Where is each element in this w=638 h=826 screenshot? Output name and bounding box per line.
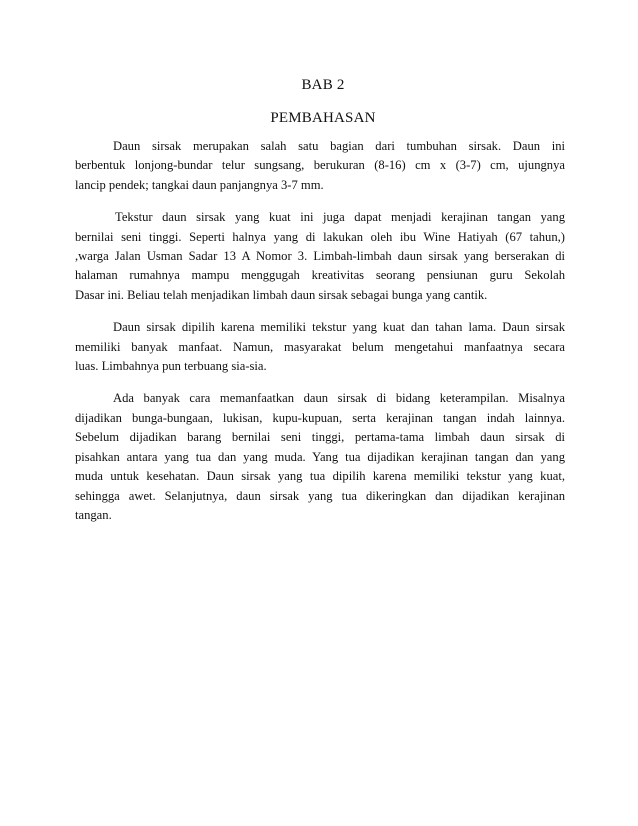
paragraph-line: luas. Limbahnya pun terbuang sia-sia. <box>75 359 267 374</box>
paragraph-line: Tekstur daun sirsak yang kuat ini juga dapat menjadi kerajinan tangan yang <box>115 210 565 225</box>
paragraph-line: bernilai seni tinggi. Seperti halnya yang di lakukan oleh ibu Wine Hatiyah (67 tahun,) <box>75 229 565 244</box>
paragraph-line: Ada banyak cara memanfaatkan daun sirsak di bidang keterampilan. Misalnya <box>113 391 565 406</box>
paragraph-line: Dasar ini. Beliau telah menjadikan limbah daun sirsak sebagai bunga yang cantik. <box>75 287 488 302</box>
chapter-title: PEMBAHASAN <box>270 110 376 126</box>
paragraph-line: lancip pendek; tangkai daun panjangnya 3-7 mm. <box>75 177 324 192</box>
paragraph-line: berbentuk lonjong-bundar telur sungsang, berukuran (8-16) cm x (3-7) cm, ujungnya <box>75 158 565 173</box>
paragraph-2 <box>75 208 565 305</box>
chapter-number: BAB 2 <box>301 77 345 93</box>
paragraph-line: Daun sirsak merupakan salah satu bagian dari tumbuhan sirsak. Daun ini <box>113 139 565 153</box>
paragraph-line: muda untuk kesehatan. Daun sirsak yang tua dipilih karena memiliki tekstur yang kuat, <box>75 469 565 484</box>
paragraph-line: Daun sirsak dipilih karena memiliki tekstur yang kuat dan tahan lama. Daun sirsak <box>113 320 565 335</box>
paragraph-line: tangan. <box>75 507 112 522</box>
paragraph-line: Sebelum dijadikan barang bernilai seni tinggi, pertama-tama limbah daun sirsak di <box>75 430 565 445</box>
paragraph-4 <box>75 389 565 525</box>
paragraph-3 <box>75 318 565 376</box>
paragraph-line: halaman rumahnya mampu menggugah kreativitas seorang pensiunan guru Sekolah <box>75 268 565 283</box>
paragraph-line: sehingga awet. Selanjutnya, daun sirsak yang tua dikeringkan dan dijadikan kerajinan <box>75 488 565 503</box>
paragraph-line: memiliki banyak manfaat. Namun, masyarakat belum mengetahui manfaatnya secara <box>75 339 565 354</box>
paragraph-1 <box>75 137 565 195</box>
paragraph-line: dijadikan bunga-bungaan, lukisan, kupu-kupuan, serta kerajinan tangan indah lainnya. <box>75 410 565 425</box>
document-body <box>75 137 565 538</box>
paragraph-line: ,warga Jalan Usman Sadar 13 A Nomor 3. Limbah-limbah daun sirsak yang berserakan di <box>75 249 565 264</box>
paragraph-line: pisahkan antara yang tua dan yang muda. Yang tua dijadikan kerajinan tangan dan yang <box>75 449 565 464</box>
